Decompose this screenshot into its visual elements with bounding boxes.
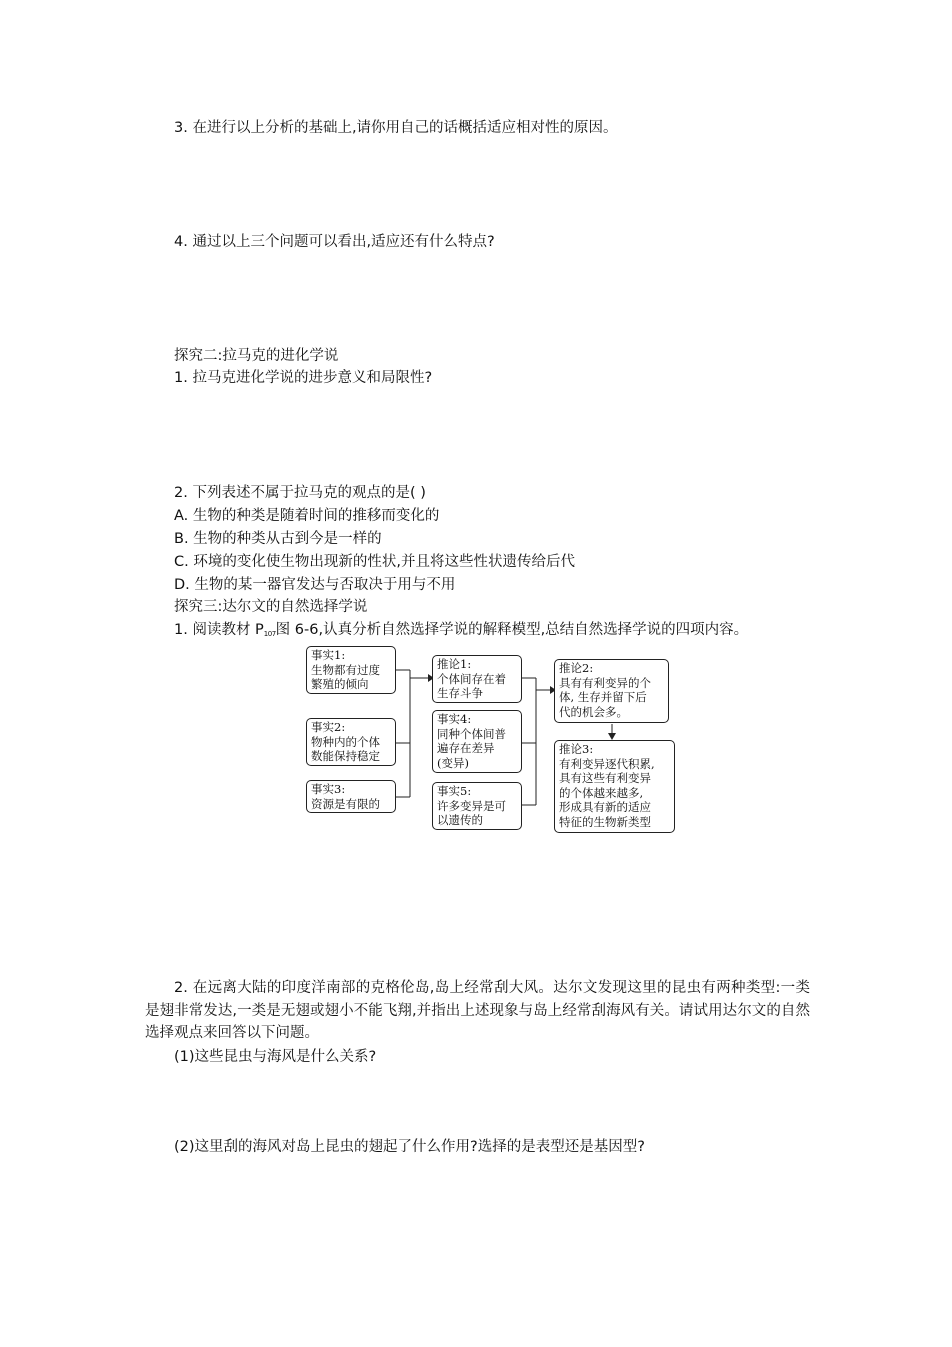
section-2-question-2: 2. 下列表述不属于拉马克的观点的是( ): [174, 485, 426, 501]
fact-3-title: 事实3:: [311, 782, 346, 796]
inference-1-line: 个体间存在着: [437, 671, 506, 686]
option-c: C. 环境的变化使生物出现新的性状,并且将这些性状遗传给后代: [174, 554, 575, 570]
inference-3-line: 具有这些有利变异: [559, 771, 651, 785]
fact-2-title: 事实2:: [311, 720, 346, 734]
option-b: B. 生物的种类从古到今是一样的: [174, 531, 382, 547]
fact-5-title: 事实5:: [437, 784, 472, 798]
fact-2-line: 数能保持稳定: [311, 749, 380, 763]
fact-4-title: 事实4:: [437, 712, 472, 726]
sub-question-2: (2)这里刮的海风对岛上昆虫的翅起了什么作用?选择的是表型还是基因型?: [174, 1139, 645, 1155]
q1-suffix: 图 6-6,认真分析自然选择学说的解释模型,总结自然选择学说的四项内容。: [275, 622, 749, 638]
fact-2-line: 物种内的个体: [311, 734, 380, 749]
fact-4-line: 同种个体间普: [437, 726, 506, 741]
option-a: A. 生物的种类是随着时间的推移而变化的: [174, 508, 440, 524]
inference-3-line: 形成具有新的适应: [559, 800, 651, 814]
inference-1-title: 推论1:: [437, 657, 472, 671]
section-2-heading: 探究二:拉马克的进化学说: [174, 348, 339, 364]
fact-4-line: (变异): [437, 755, 469, 770]
fact-1-line: 生物都有过度: [311, 662, 380, 677]
section-2-question-1: 1. 拉马克进化学说的进步意义和局限性?: [174, 370, 433, 386]
inference-2-line: 代的机会多。: [559, 704, 628, 719]
inference-3-title: 推论3:: [559, 742, 594, 756]
fact-4-box: [432, 710, 522, 773]
fact-5-line: 许多变异是可: [437, 798, 506, 813]
inference-1-box: [432, 655, 522, 703]
fact-5-box: [432, 782, 522, 830]
question-4: 4. 通过以上三个问题可以看出,适应还有什么特点?: [174, 234, 495, 250]
inference-2-title: 推论2:: [559, 661, 594, 675]
fact-3-box: [306, 780, 396, 813]
inference-1-line: 生存斗争: [437, 686, 483, 700]
inference-3-line: 特征的生物新类型: [559, 814, 651, 829]
inference-3-box: [554, 740, 675, 833]
fact-5-line: 以遗传的: [437, 813, 483, 827]
q1-prefix: 1. 阅读教材 P: [174, 622, 264, 638]
section-3-question-2: 2. 在远离大陆的印度洋南部的克格伦岛,岛上经常刮大风。达尔文发现这里的昆虫有两种类型:一类是翅非常发达,一类是无翅或翅小不能飞翔,并指出上述现象与岛上经常刮海风有关。请试用达尔文的自然选择观点来回答以下问题。: [145, 980, 810, 1041]
inference-3-line: 有利变异逐代积累,: [559, 756, 655, 771]
fact-1-box: [306, 646, 396, 694]
sub-question-1: (1)这些昆虫与海风是什么关系?: [174, 1049, 377, 1065]
page-subscript: 107: [263, 630, 276, 638]
fact-4-line: 遍存在差异: [437, 741, 495, 755]
inference-2-box: [554, 659, 669, 723]
inference-2-line: 体, 生存并留下后: [559, 690, 647, 704]
fact-1-line: 繁殖的倾向: [311, 677, 369, 691]
inference-3-line: 的个体越来越多,: [559, 785, 644, 800]
fact-2-box: [306, 718, 396, 766]
question-3: 3. 在进行以上分析的基础上,请你用自己的话概括适应相对性的原因。: [174, 120, 618, 136]
fact-1-title: 事实1:: [311, 648, 346, 662]
section-3-heading: 探究三:达尔文的自然选择学说: [174, 599, 368, 615]
fact-3-line: 资源是有限的: [311, 796, 380, 811]
inference-2-line: 具有有利变异的个: [559, 675, 651, 690]
option-d: D. 生物的某一器官发达与否取决于用与不用: [174, 577, 456, 593]
